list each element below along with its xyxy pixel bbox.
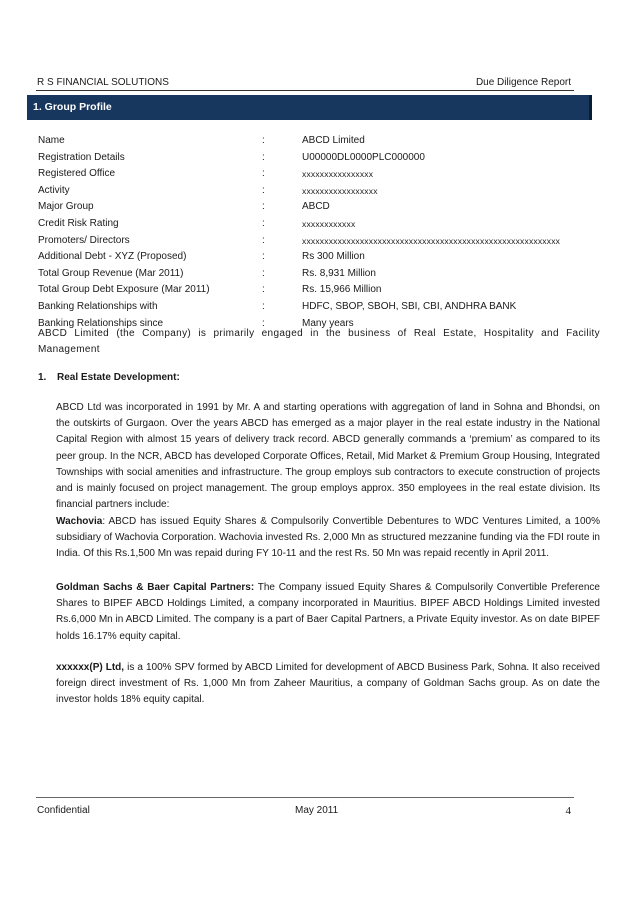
paragraph-body: The Company issued Equity Shares & Compulsorily Convertible Preference Shares to BIPEF ABCD Holdings Limited, a company incorporated in Mauritius. BIPEF ABCD Holdings Limited invested Rs.6,000 Mn in ABCD Limited. The company is a part of Baer Capital Partners, a Private Equity investor. As on date BIPEF holds 16.17% equity capital. (56, 582, 600, 642)
footer-date: May 2011 (295, 805, 339, 816)
profile-label: Additional Debt - XYZ (Proposed) (38, 251, 187, 263)
subsection-heading (38, 372, 180, 383)
profile-colon: : (262, 201, 265, 213)
profile-row (38, 282, 598, 299)
paragraph-lead: Goldman Sachs & Baer Capital Partners: (56, 582, 255, 593)
section-title-bar (27, 95, 592, 120)
page-header (36, 76, 574, 91)
profile-row (38, 233, 598, 250)
paragraph-lead: Wachovia (56, 516, 103, 527)
paragraph-lead: xxxxxx(P) Ltd, (56, 662, 125, 673)
profile-label: Banking Relationships since (38, 317, 164, 329)
profile-value: U00000DL0000PLC000000 (302, 151, 425, 163)
profile-value: ABCD (302, 201, 330, 213)
profile-value: xxxxxxxxxxxxxxxxx (302, 185, 378, 196)
profile-colon: : (262, 151, 265, 163)
profile-colon: : (262, 251, 265, 263)
profile-colon: : (262, 317, 265, 329)
page-number: 4 (565, 805, 571, 817)
profile-colon: : (262, 168, 265, 180)
paragraph-goldman-baer (56, 580, 600, 645)
profile-row (38, 249, 598, 266)
profile-value: Rs. 8,931 Million (302, 267, 376, 279)
profile-label: Credit Risk Rating (38, 217, 119, 229)
profile-value: xxxxxxxxxxxxxxxxxxxxxxxxxxxxxxxxxxxxxxxxxxxxxxxxxxxxxxxxxx (302, 235, 561, 246)
section-title: 1. Group Profile (33, 101, 112, 113)
subsection-number: 1. (38, 372, 47, 383)
paragraph-body: is a 100% SPV formed by ABCD Limited for development of ABCD Business Park, Sohna. It also received foreign direct investment of Rs. 1,000 Mn from Zaheer Mauritius, a company of Goldman Sachs group. As on date the investor holds 18% equity capital. (56, 662, 600, 706)
profile-value: xxxxxxxxxxxx (302, 218, 356, 229)
profile-value: Many years (302, 317, 354, 329)
profile-row (38, 299, 598, 316)
profile-row (38, 183, 598, 200)
profile-colon: : (262, 267, 265, 279)
page-footer (36, 797, 574, 818)
header-company-name: R S FINANCIAL SOLUTIONS (37, 77, 169, 88)
profile-colon: : (262, 135, 265, 146)
profile-value: Rs 300 Million (302, 251, 365, 263)
profile-label: Registration Details (38, 151, 125, 163)
paragraph-body: : ABCD has issued Equity Shares & Compulsorily Convertible Debentures to WDC Ventures Limited, a 100% subsidiary of Wachovia Corporation. Wachovia invested Rs. 2,000 Mn as structured mezzanine funding via the FDI route in India. Of this Rs.1,500 Mn was repaid during FY 10-11 and the rest Rs. 50 Mn was repaid recently in April 2011. (56, 516, 600, 560)
profile-row (38, 216, 598, 233)
profile-label: Major Group (38, 201, 94, 213)
profile-label: Registered Office (38, 168, 116, 180)
profile-label: Name (38, 135, 65, 146)
group-profile-table (38, 133, 598, 332)
profile-value: xxxxxxxxxxxxxxxx (302, 169, 374, 180)
profile-row (38, 166, 598, 183)
profile-label: Total Group Debt Exposure (Mar 2011) (38, 284, 210, 296)
paragraph-company-history: ABCD Ltd was incorporated in 1991 by Mr. A and starting operations with aggregation of land in Sohna and Bhondsi, on the outskirts of Gurgaon. Over the years ABCD has emerged as a major player in the real estate industry in the National Capital Region with almost 15 years of delivery track record. ABCD generally commands a ‘premium’ as compared to its peer group. In the NCR, ABCD has developed Corporate Offices, Retail, Mid Market & Premium Group Housing, Integrated Townships with social amenities and infrastructure. The group employs sub contractors to execute construction of projects and is mainly focused on project management. The group employs approx. 350 employees in the real estate division. Its financial partners include: (56, 402, 600, 511)
profile-label: Banking Relationships with (38, 300, 158, 312)
profile-row (38, 199, 598, 216)
profile-value: Rs. 15,966 Million (302, 284, 382, 296)
profile-colon: : (262, 184, 265, 196)
profile-label: Activity (38, 184, 70, 196)
profile-value: ABCD Limited (302, 135, 365, 146)
profile-colon: : (262, 300, 265, 312)
profile-colon: : (262, 234, 265, 246)
paragraph-spv (56, 660, 600, 709)
profile-row (38, 150, 598, 167)
paragraph-wachovia (56, 514, 600, 563)
profile-label: Total Group Revenue (Mar 2011) (38, 267, 184, 279)
header-report-type: Due Diligence Report (475, 77, 571, 88)
subsection-title: Real Estate Development: (57, 372, 180, 383)
intro-paragraph: ABCD Limited (the Company) is primarily engaged in the business of Real Estate, Hospitality and Facility Management (38, 328, 600, 356)
profile-colon: : (262, 217, 265, 229)
profile-value: HDFC, SBOP, SBOH, SBI, CBI, ANDHRA BANK (302, 300, 517, 312)
footer-confidential: Confidential (37, 805, 90, 816)
profile-row (38, 133, 598, 150)
profile-row (38, 266, 598, 283)
profile-label: Promoters/ Directors (38, 234, 130, 246)
profile-colon: : (262, 284, 265, 296)
